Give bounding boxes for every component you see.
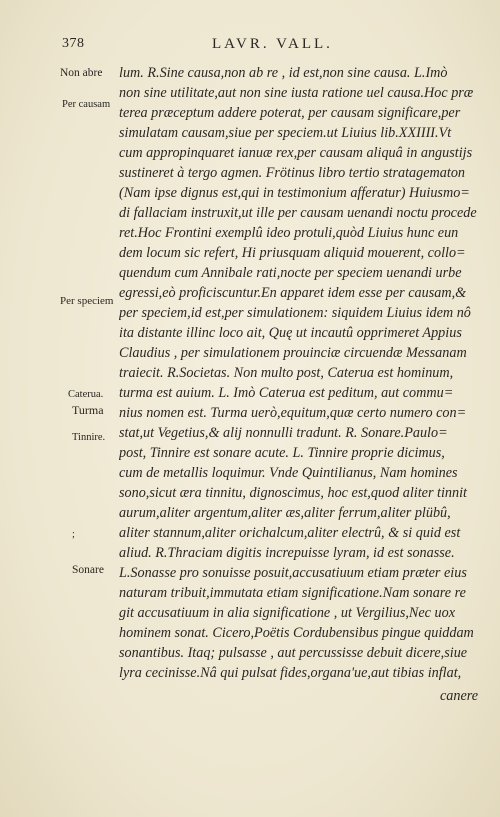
text-line: simulatam causam,siue per speciem.ut Liuius lib.XXIIII.Vt — [119, 125, 452, 141]
text-line: egressi,eò proficiscuntur.En apparet idem esse per causam,& — [119, 285, 467, 301]
text-line: hominem sonat. Cicero,Poëtis Cordubensibus pingue quiddam — [119, 625, 474, 641]
text-line: naturam tribuit,immutata etiam significatione.Nam sonare re — [119, 585, 466, 601]
text-line: stat,ut Vegetius,& alij nonnulli tradunt. R. Sonare.Paulo= — [119, 425, 448, 441]
text-line: traiecit. R.Societas. Non multo post, Caterua est hominum, — [119, 365, 454, 381]
page-header — [62, 36, 442, 52]
text-line: ita distante illinc loco ait, Quę ut incautû opprimeret Appius — [119, 325, 462, 341]
margin-note: Non abre — [60, 67, 103, 79]
margin-note: Caterua. — [68, 389, 104, 400]
text-line: cum de metallis loquimur. Vnde Quintilianus, Nam homines — [119, 465, 458, 481]
text-line: cum appropinquaret ianuæ rex,per causam aliquâ in angustijs — [119, 145, 473, 161]
text-line: lum. R.Sine causa,non ab re , id est,non sine causa. L.Imò — [119, 65, 448, 81]
text-line: nius nomen est. Turma uerò,equitum,quæ certo numero con= — [119, 405, 467, 421]
text-line: sono,sicut æra tinnitu, dignoscimus, hoc est,quod aliter tinnit — [119, 485, 467, 501]
catchword: canere — [440, 688, 479, 704]
margin-note: Turma — [72, 403, 104, 417]
margin-note: Tinnire. — [72, 432, 106, 443]
text-line: quendum cum Annibale rati,nocte per speciem uenandi urbe — [119, 265, 462, 281]
margin-note: ; — [72, 529, 75, 540]
text-line: aurum,aliter argentum,aliter æs,aliter ferrum,aliter plübû, — [119, 505, 451, 521]
text-line: sonantibus. Itaq; pulsasse , aut percussisse debuit dicere,siue — [119, 645, 468, 661]
running-title: LAVR. VALL. — [212, 36, 333, 52]
margin-note: Per speciem — [60, 295, 114, 307]
text-line: ret.Hoc Frontini exemplû ideo protuli,quòd Liuius hunc eun — [119, 225, 459, 241]
text-line: (Nam ipse dignus est,qui in testimonium afferatur) Huiusmo= — [119, 185, 470, 201]
text-line: non sine utilitate,aut non sine iusta ratione uel causa.Hoc præ — [119, 85, 474, 101]
text-line: terea præceptum addere poterat, per causam significare,per — [119, 105, 461, 121]
margin-note: Per causam — [62, 99, 111, 110]
text-line: aliud. R.Thraciam digitis increpuisse lyram, id est sonasse. — [119, 545, 455, 561]
text-line: turma est auium. L. Imò Caterua est peditum, aut commu= — [119, 385, 454, 401]
text-line: lyra cecinisse.Nâ qui pulsat fides,organa'ue,aut tibias inflat, — [119, 665, 462, 681]
text-line: dem locum sic refert, Hi priusquam aliquid mouerent, collo= — [119, 245, 466, 261]
page-number: 378 — [62, 36, 85, 51]
text-line: post, Tinnire est sonare acute. L. Tinnire proprie dicimus, — [119, 445, 445, 461]
text-line: di fallaciam instruxit,ut ille per causam uenandi noctu procede — [119, 205, 477, 221]
text-line: per speciem,id est,per simulationem: siquidem Liuius idem nô — [119, 305, 471, 321]
text-line: aliter stannum,aliter orichalcum,aliter electrû, & si quid est — [119, 525, 461, 541]
text-line: git accusatiuum in alia significatione , ut Vergilius,Nec uox — [119, 605, 455, 621]
text-line: L.Sonasse pro sonuisse posuit,accusatiuum etiam præter eius — [119, 565, 467, 581]
margin-note: Sonare — [72, 564, 104, 576]
text-line: sustineret à tergo agmen. Frötinus libro tertio stratagematon — [119, 165, 466, 181]
text-line: Claudius , per simulationem prouinciæ circuendæ Messanam — [119, 345, 467, 361]
